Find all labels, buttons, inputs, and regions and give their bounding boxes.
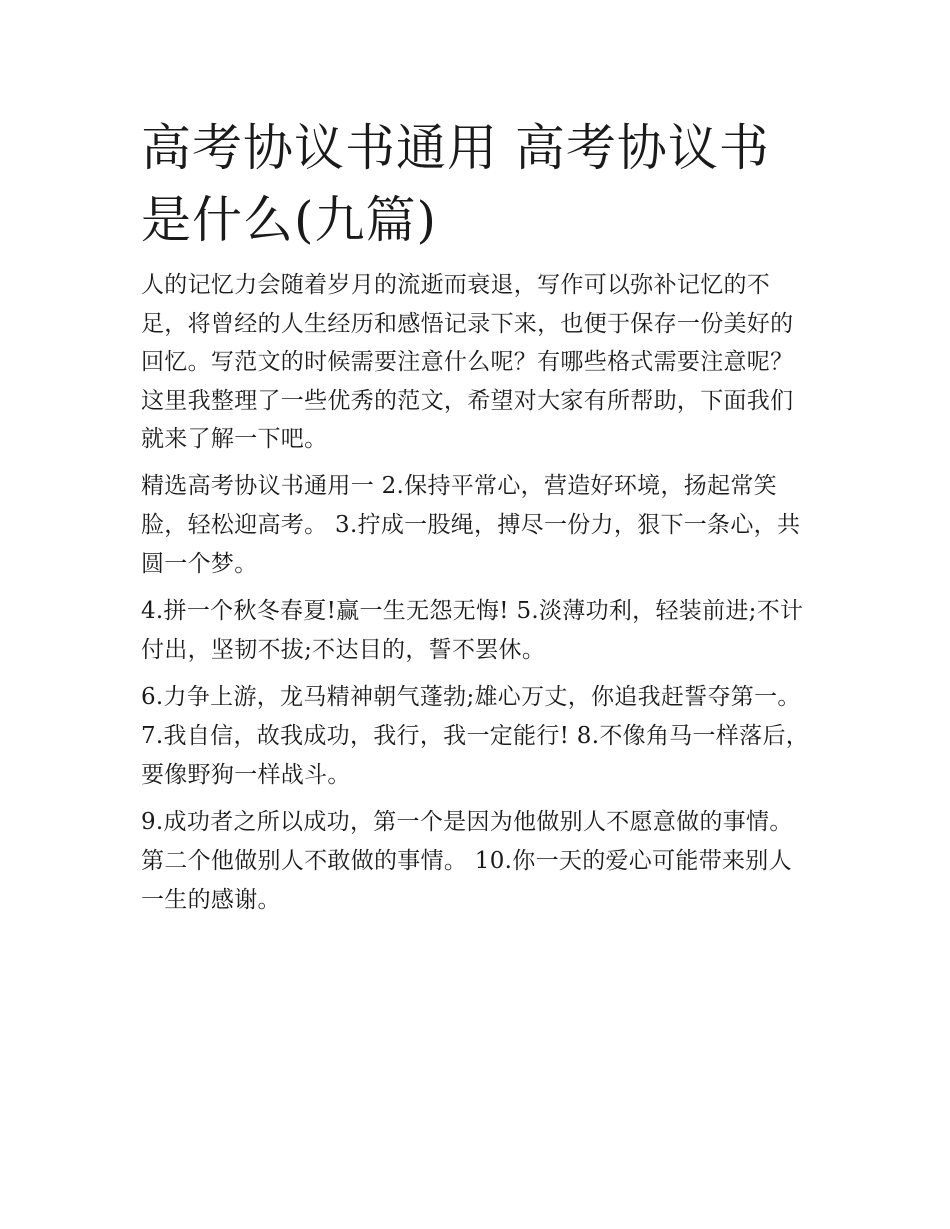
document-title: 高考协议书通用 高考协议书是什么(九篇) [141,119,770,249]
paragraph-selection-one: 精选高考协议书通用一 2.保持平常心，营造好环境，扬起常笑脸，轻松迎高考。 3.拧成一股绳，搏尽一份力，狠下一条心，共圆一个梦。 [141,472,801,577]
paragraph-item-6-8: 6.力争上游，龙马精神朝气蓬勃;雄心万丈，你追我赶誓夺第一。 7.我自信，故我成功，我行，我一定能行! 8.不像角马一样落后，要像野狗一样战斗。 [141,683,810,788]
paragraph-item-9-10: 9.成功者之所以成功，第一个是因为他做别人不愿意做的事情。第二个他做别人不敢做的事情。 10.你一天的爱心可能带来别人一生的感谢。 [141,808,793,913]
paragraph-item-4-5: 4.拼一个秋冬春夏!赢一生无怨无悔! 5.淡薄功利，轻装前进;不计付出，坚韧不拔;不达目的，誓不罢休。 [141,597,804,663]
intro-paragraph: 人的记忆力会随着岁月的流逝而衰退，写作可以弥补记忆的不足，将曾经的人生经历和感悟记录下来，也便于保存一份美好的回忆。写范文的时候需要注意什么呢？有哪些格式需要注意呢？这里我整理了一些优秀的范文，希望对大家有所帮助，下面我们就来了解一下吧。 [141,272,794,453]
document-page [141,112,813,920]
